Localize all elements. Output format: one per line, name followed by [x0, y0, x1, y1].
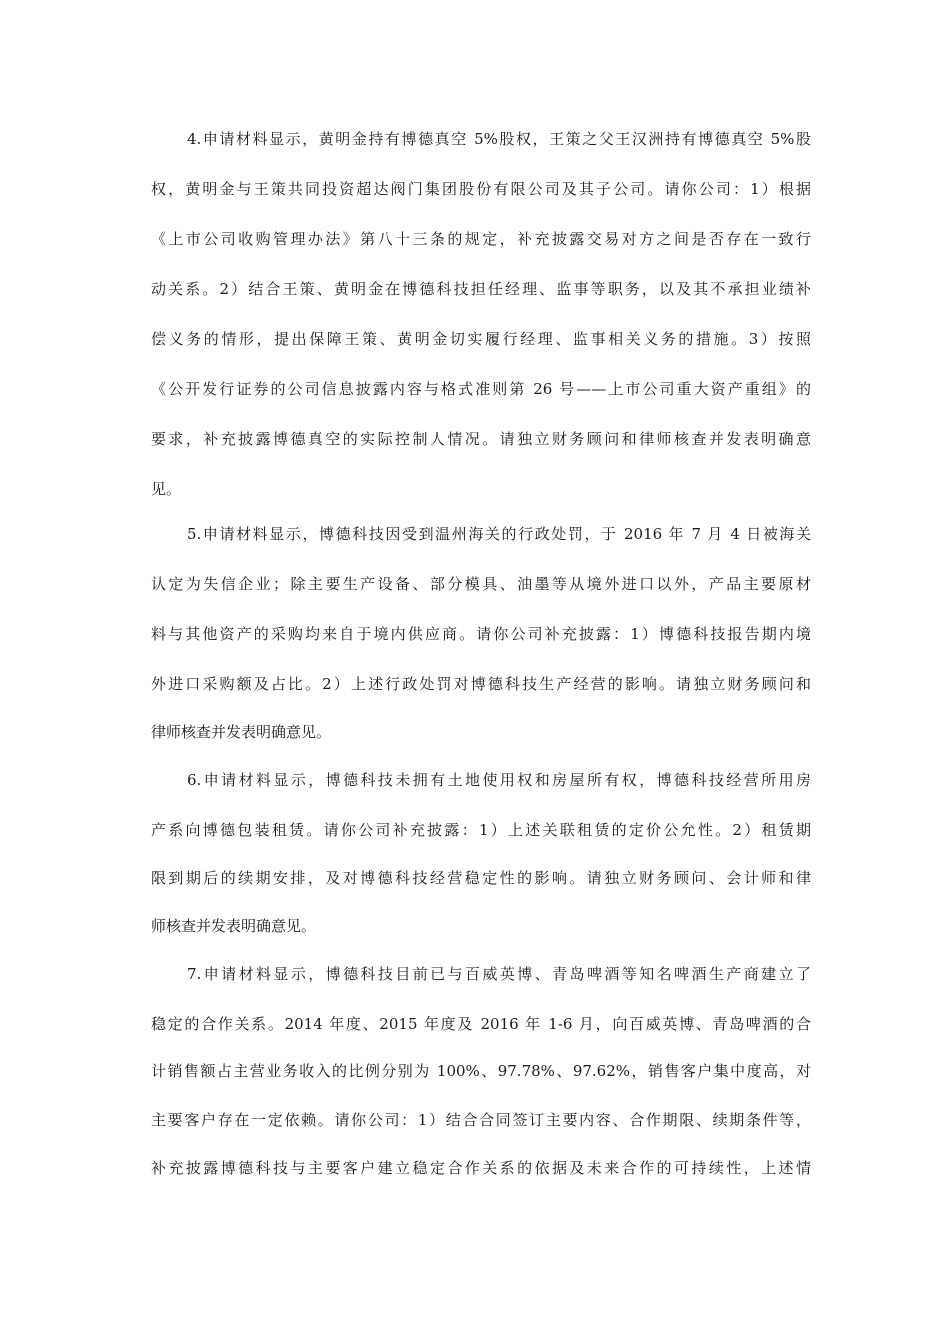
q4-line-4: 动关系。2）结合王策、黄明金在博德科技担任经理、监事等职务，以及其不承担业绩补 — [151, 280, 811, 298]
q4-line-8: 见。 — [151, 480, 182, 498]
q5-line-5: 律师核查并发表明确意见。 — [151, 723, 332, 741]
q4-line-2: 权，黄明金与王策共同投资超达阀门集团股份有限公司及其子公司。请你公司：1）根据 — [151, 180, 811, 198]
q6-line-1: 6.申请材料显示，博德科技未拥有土地使用权和房屋所有权，博德科技经营所用房 — [187, 771, 811, 789]
q4-line-3: 《上市公司收购管理办法》第八十三条的规定，补充披露交易对方之间是否存在一致行 — [151, 230, 811, 248]
q7-line-5: 补充披露博德科技与主要客户建立稳定合作关系的依据及未来合作的可持续性，上述情 — [151, 1159, 811, 1177]
q5-line-4: 外进口采购额及占比。2）上述行政处罚对博德科技生产经营的影响。请独立财务顾问和 — [151, 675, 811, 693]
q4-line-7: 要求，补充披露博德真空的实际控制人情况。请独立财务顾问和律师核查并发表明确意 — [151, 430, 811, 448]
q7-line-1: 7.申请材料显示，博德科技目前已与百威英博、青岛啤酒等知名啤酒生产商建立了 — [187, 965, 811, 983]
q6-line-3: 限到期后的续期安排，及对博德科技经营稳定性的影响。请独立财务顾问、会计师和律 — [151, 869, 811, 887]
q6-line-4: 师核查并发表明确意见。 — [151, 917, 317, 935]
q5-line-1: 5.申请材料显示，博德科技因受到温州海关的行政处罚，于 2016 年 7 月 4 日被海关 — [187, 525, 811, 543]
q4-line-6: 《公开发行证券的公司信息披露内容与格式准则第 26 号——上市公司重大资产重组》的 — [151, 380, 811, 398]
q7-line-4: 主要客户存在一定依赖。请你公司：1）结合合同签订主要内容、合作期限、续期条件等， — [151, 1111, 811, 1129]
q7-line-2: 稳定的合作关系。2014 年度、2015 年度及 2016 年 1-6 月，向百威英博、青岛啤酒的合 — [151, 1015, 811, 1033]
q5-line-3: 料与其他资产的采购均来自于境内供应商。请你公司补充披露：1）博德科技报告期内境 — [151, 625, 811, 643]
q4-line-1: 4.申请材料显示，黄明金持有博德真空 5%股权，王策之父王汉洲持有博德真空 5%股 — [187, 130, 811, 148]
q7-line-3: 计销售额占主营业务收入的比例分别为 100%、97.78%、97.62%，销售客户集中度高，对 — [151, 1062, 811, 1080]
q4-line-5: 偿义务的情形，提出保障王策、黄明金切实履行经理、监事相关义务的措施。3）按照 — [151, 330, 811, 348]
q5-line-2: 认定为失信企业；除主要生产设备、部分模具、油墨等从境外进口以外，产品主要原材 — [151, 575, 811, 593]
q6-line-2: 产系向博德包装租赁。请你公司补充披露：1）上述关联租赁的定价公允性。2）租赁期 — [151, 821, 811, 839]
